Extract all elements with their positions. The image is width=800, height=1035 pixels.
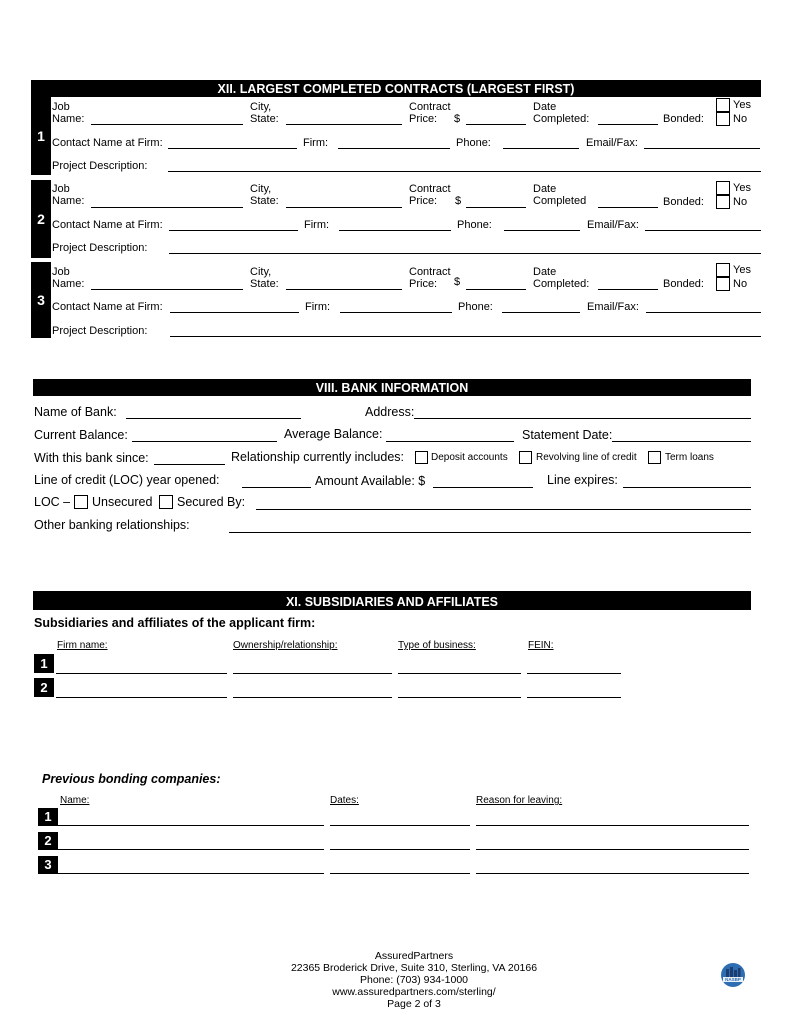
bonded-no-checkbox[interactable] xyxy=(716,112,730,126)
project-description-label: Project Description: xyxy=(52,242,148,254)
bonded-no-label: No xyxy=(733,113,748,125)
subsidiary-type-field[interactable] xyxy=(398,697,521,698)
project-description-field[interactable] xyxy=(170,336,761,337)
contract-price-field[interactable] xyxy=(466,289,526,290)
footer-company: AssuredPartners xyxy=(374,950,454,962)
project-description-field[interactable] xyxy=(168,171,761,172)
contact-name-field[interactable] xyxy=(168,148,297,149)
contract-entry-number: 2 xyxy=(31,180,51,258)
contact-name-label: Contact Name at Firm: xyxy=(52,219,163,231)
loc-year-label: Line of credit (LOC) year opened: xyxy=(34,473,220,487)
bonded-yes-label: Yes xyxy=(733,182,751,194)
subsidiary-type-field[interactable] xyxy=(398,673,521,674)
relationship-label: Relationship currently includes: xyxy=(231,450,405,464)
firm-field[interactable] xyxy=(340,312,452,313)
subsidiary-firm-field[interactable] xyxy=(56,673,227,674)
statement-date-field[interactable] xyxy=(612,441,751,442)
amount-available-label: Amount Available: $ xyxy=(315,474,426,488)
email-fax-field[interactable] xyxy=(644,148,760,149)
job-name-label: Job Name: xyxy=(52,266,85,290)
bonding-name-field[interactable] xyxy=(58,825,324,826)
email-fax-label: Email/Fax: xyxy=(586,137,638,149)
bonding-row-number: 3 xyxy=(38,856,58,874)
bank-since-label: With this bank since: xyxy=(34,451,149,465)
job-name-field[interactable] xyxy=(91,289,243,290)
nasbp-logo-icon xyxy=(720,962,746,988)
average-balance-field[interactable] xyxy=(386,441,514,442)
bonding-row-number: 1 xyxy=(38,808,58,826)
statement-date-label: Statement Date: xyxy=(522,428,613,442)
term-loans-label: Term loans xyxy=(665,452,714,463)
city-state-label: City, State: xyxy=(250,101,279,125)
bonding-name-field[interactable] xyxy=(58,873,324,874)
footer xyxy=(200,950,628,1010)
bonding-dates-field[interactable] xyxy=(330,873,470,874)
loc-year-field[interactable] xyxy=(242,487,311,488)
contract-price-label: Contract Price: xyxy=(409,266,451,290)
other-banking-field[interactable] xyxy=(229,532,751,533)
loc-secured-checkbox[interactable] xyxy=(159,495,173,509)
phone-label: Phone: xyxy=(458,301,493,313)
dollar-sign: $ xyxy=(454,276,461,288)
amount-available-field[interactable] xyxy=(433,487,533,488)
city-state-field[interactable] xyxy=(286,207,402,208)
bonded-label: Bonded: xyxy=(663,196,704,208)
col-fein: FEIN: xyxy=(528,640,554,651)
bonded-yes-label: Yes xyxy=(733,99,751,111)
contract-price-label: Contract Price: xyxy=(409,101,451,125)
email-fax-label: Email/Fax: xyxy=(587,301,639,313)
bank-name-label: Name of Bank: xyxy=(34,405,117,419)
bonding-dates-field[interactable] xyxy=(330,849,470,850)
contact-name-field[interactable] xyxy=(170,312,299,313)
bonding-dates-field[interactable] xyxy=(330,825,470,826)
footer-phone: Phone: (703) 934-1000 xyxy=(360,974,468,986)
current-balance-label: Current Balance: xyxy=(34,428,128,442)
contact-name-label: Contact Name at Firm: xyxy=(52,137,163,149)
contact-name-field[interactable] xyxy=(169,230,298,231)
project-description-label: Project Description: xyxy=(52,325,148,337)
bonded-no-label: No xyxy=(733,196,748,208)
bonding-row-number: 2 xyxy=(38,832,58,850)
average-balance-label: Average Balance: xyxy=(284,427,383,441)
loc-secured-by-field[interactable] xyxy=(256,509,751,510)
loc-unsecured-checkbox[interactable] xyxy=(74,495,88,509)
firm-field[interactable] xyxy=(338,148,450,149)
other-banking-label: Other banking relationships: xyxy=(34,518,190,532)
project-description-label: Project Description: xyxy=(52,160,148,172)
city-state-field[interactable] xyxy=(286,289,402,290)
phone-field[interactable] xyxy=(502,312,580,313)
bank-since-field[interactable] xyxy=(154,464,225,465)
bonding-reason-field[interactable] xyxy=(476,849,749,850)
bank-address-field[interactable] xyxy=(414,418,751,419)
email-fax-field[interactable] xyxy=(645,230,761,231)
bank-address-label: Address: xyxy=(365,405,415,419)
contract-price-field[interactable] xyxy=(466,207,526,208)
current-balance-field[interactable] xyxy=(132,441,277,442)
bonding-reason-field[interactable] xyxy=(476,825,749,826)
firm-label: Firm: xyxy=(304,219,330,231)
date-completed-label: Date Completed: xyxy=(533,101,590,125)
bonded-yes-checkbox[interactable] xyxy=(716,263,730,277)
col-bonding-reason: Reason for leaving: xyxy=(476,795,563,806)
footer-page-number: Page 2 of 3 xyxy=(387,998,441,1010)
term-loans-checkbox[interactable] xyxy=(648,451,661,464)
subsidiary-row-number: 1 xyxy=(34,654,54,673)
line-expires-field[interactable] xyxy=(623,487,751,488)
col-bonding-dates: Dates: xyxy=(330,795,359,806)
loc-unsecured-label: Unsecured xyxy=(92,495,153,509)
loc-prefix-label: LOC – xyxy=(34,495,71,509)
bonded-label: Bonded: xyxy=(663,113,704,125)
firm-label: Firm: xyxy=(303,137,329,149)
line-expires-label: Line expires: xyxy=(547,473,618,487)
bonding-title: Previous bonding companies: xyxy=(42,772,221,786)
col-bonding-name: Name: xyxy=(60,795,90,806)
bonded-no-checkbox[interactable] xyxy=(716,277,730,291)
col-firm-name: Firm name: xyxy=(57,640,108,651)
bonding-name-field[interactable] xyxy=(58,849,324,850)
bonded-no-checkbox[interactable] xyxy=(716,195,730,209)
footer-website[interactable]: www.assuredpartners.com/sterling/ xyxy=(332,986,496,998)
job-name-field[interactable] xyxy=(91,207,243,208)
contracts-section-header xyxy=(31,80,761,97)
date-completed-field[interactable] xyxy=(598,207,658,208)
email-fax-field[interactable] xyxy=(646,312,761,313)
bonded-yes-label: Yes xyxy=(733,264,751,276)
phone-field[interactable] xyxy=(504,230,580,231)
contract-price-field[interactable] xyxy=(466,124,526,125)
contract-entry-number: 3 xyxy=(31,262,51,338)
phone-label: Phone: xyxy=(457,219,492,231)
city-state-label: City, State: xyxy=(250,266,279,290)
firm-field[interactable] xyxy=(339,230,451,231)
dollar-sign: $ xyxy=(454,113,461,125)
job-name-field[interactable] xyxy=(91,124,243,125)
deposit-accounts-checkbox[interactable] xyxy=(415,451,428,464)
phone-field[interactable] xyxy=(503,148,579,149)
subsidiary-ownership-field[interactable] xyxy=(233,697,392,698)
dollar-sign: $ xyxy=(455,195,462,207)
job-name-label: Job Name: xyxy=(52,183,85,207)
bonded-yes-checkbox[interactable] xyxy=(716,98,730,112)
contact-name-label: Contact Name at Firm: xyxy=(52,301,163,313)
subsidiary-row-number: 2 xyxy=(34,678,54,697)
subsidiaries-subtitle: Subsidiaries and affiliates of the applicant firm: xyxy=(34,616,316,630)
project-description-field[interactable] xyxy=(169,253,761,254)
city-state-field[interactable] xyxy=(286,124,402,125)
subsidiary-fein-field[interactable] xyxy=(527,673,621,674)
bonded-no-label: No xyxy=(733,278,748,290)
bonded-label: Bonded: xyxy=(663,278,704,290)
subsidiary-fein-field[interactable] xyxy=(527,697,621,698)
contract-entry-number: 1 xyxy=(31,97,51,175)
revolving-credit-label: Revolving line of credit xyxy=(536,452,637,463)
bonded-yes-checkbox[interactable] xyxy=(716,181,730,195)
contract-price-label: Contract Price: xyxy=(409,183,451,207)
nasbp-logo xyxy=(720,962,746,988)
contracts-section-title: XII. LARGEST COMPLETED CONTRACTS (LARGEST FIRST) xyxy=(217,82,575,96)
revolving-credit-checkbox[interactable] xyxy=(519,451,532,464)
col-ownership: Ownership/relationship: xyxy=(233,640,338,651)
deposit-accounts-label: Deposit accounts xyxy=(431,452,508,463)
date-completed-label: Date Completed: xyxy=(533,266,590,290)
date-completed-field[interactable] xyxy=(598,124,658,125)
subsidiaries-section-header xyxy=(33,591,751,610)
bank-name-field[interactable] xyxy=(126,418,301,419)
city-state-label: City, State: xyxy=(250,183,279,207)
bank-section-title: VIII. BANK INFORMATION xyxy=(315,381,469,395)
nasbp-logo-text: NASBP xyxy=(725,977,741,982)
job-name-label: Job Name: xyxy=(52,101,85,125)
footer-address: 22365 Broderick Drive, Suite 310, Sterling, VA 20166 xyxy=(290,962,538,974)
phone-label: Phone: xyxy=(456,137,491,149)
subsidiaries-section-title: XI. SUBSIDIARIES AND AFFILIATES xyxy=(285,595,499,609)
bank-section-header xyxy=(33,379,751,396)
subsidiary-firm-field[interactable] xyxy=(56,697,227,698)
firm-label: Firm: xyxy=(305,301,331,313)
bonding-reason-field[interactable] xyxy=(476,873,749,874)
loc-secured-label: Secured By: xyxy=(177,495,246,509)
col-type-of-business: Type of business: xyxy=(398,640,476,651)
subsidiary-ownership-field[interactable] xyxy=(233,673,392,674)
date-completed-label: Date Completed xyxy=(533,183,587,207)
date-completed-field[interactable] xyxy=(598,289,658,290)
email-fax-label: Email/Fax: xyxy=(587,219,639,231)
